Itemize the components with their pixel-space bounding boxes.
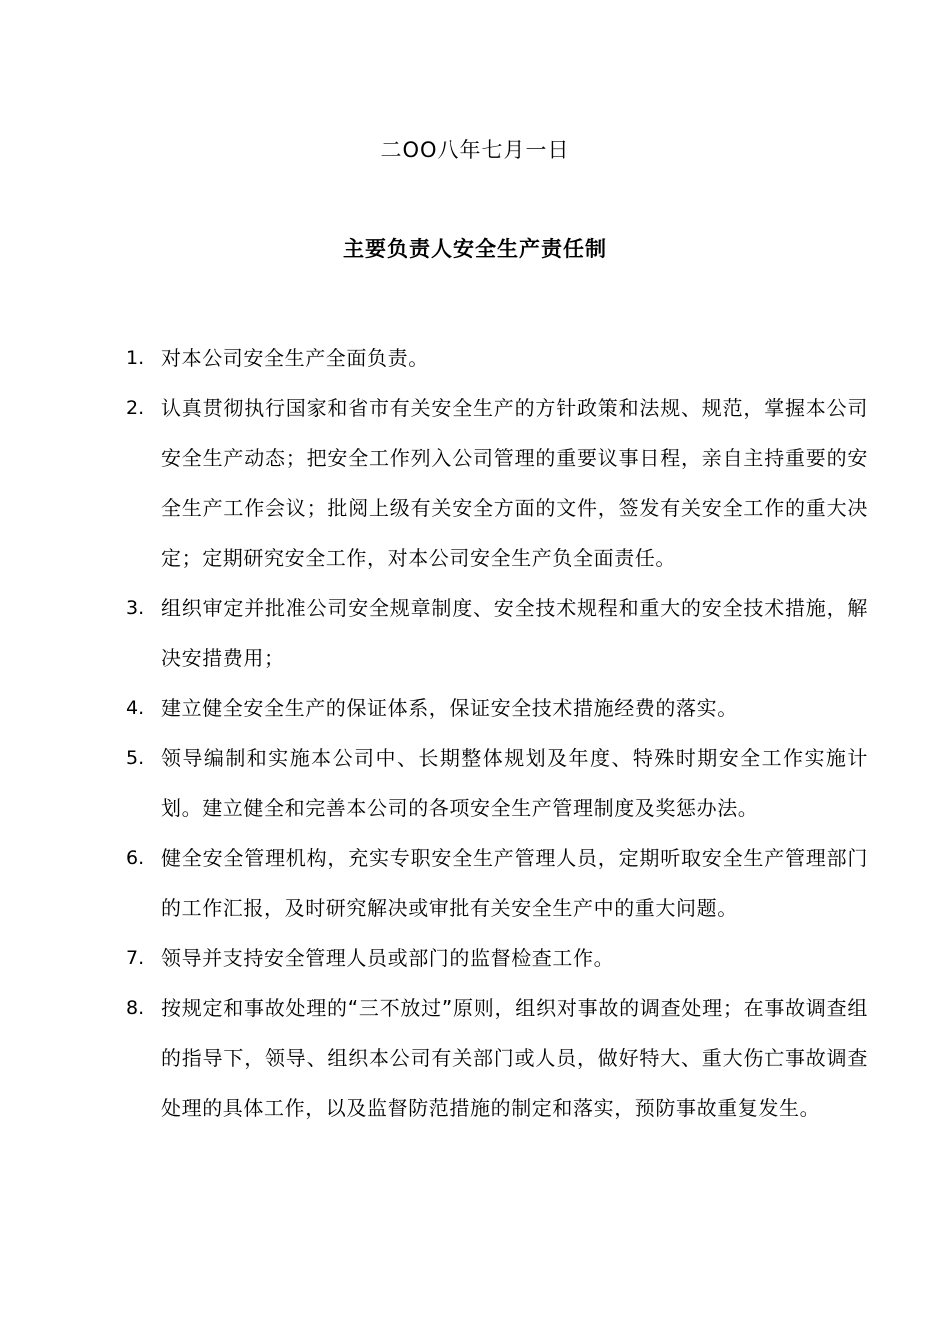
item-text: 建立健全安全生产的保证体系，保证安全技术措施经费的落实。: [161, 696, 738, 720]
list-item: [118, 333, 868, 383]
list-item: [118, 383, 868, 583]
document-date: 二OO八年七月一日: [380, 138, 570, 162]
item-text: 领导编制和实施本公司中、长期整体规划及年度、特殊时期安全工作实施计划。建立健全和完善本公司的各项安全生产管理制度及奖惩办法。: [161, 746, 868, 820]
item-text: 按规定和事故处理的“三不放过”原则，组织对事故的调查处理；在事故调查组的指导下，领导、组织本公司有关部门或人员，做好特大、重大伤亡事故调查处理的具体工作，以及监督防范措施的制定和落实，预防事故重复发生。: [161, 996, 868, 1120]
item-number: 1.: [126, 347, 145, 369]
list-item: [118, 983, 868, 1133]
item-text: 健全安全管理机构，充实专职安全生产管理人员，定期听取安全生产管理部门的工作汇报，及时研究解决或审批有关安全生产中的重大问题。: [161, 846, 868, 920]
item-number: 8.: [126, 997, 145, 1019]
item-number: 3.: [126, 597, 145, 619]
item-number: 6.: [126, 847, 145, 869]
document-title: 主要负责人安全生产责任制: [343, 237, 607, 261]
item-number: 4.: [126, 697, 145, 719]
item-text: 对本公司安全生产全面负责。: [161, 346, 429, 370]
list-item: [118, 933, 868, 983]
item-number: 5.: [126, 747, 145, 769]
item-text: 认真贯彻执行国家和省市有关安全生产的方针政策和法规、规范，掌握本公司安全生产动态；把安全工作列入公司管理的重要议事日程，亲自主持重要的安全生产工作会议；批阅上级有关安全方面的文件，签发有关安全工作的重大决定；定期研究安全工作，对本公司安全生产负全面责任。: [161, 396, 868, 570]
item-text: 领导并支持安全管理人员或部门的监督检查工作。: [161, 946, 615, 970]
list-item: [118, 833, 868, 933]
list-item: [118, 583, 868, 683]
responsibility-list: [118, 333, 868, 1133]
list-item: [118, 683, 868, 733]
item-number: 7.: [126, 947, 145, 969]
item-number: 2.: [126, 397, 145, 419]
list-item: [118, 733, 868, 833]
item-text: 组织审定并批准公司安全规章制度、安全技术规程和重大的安全技术措施，解决安措费用；: [161, 596, 868, 670]
